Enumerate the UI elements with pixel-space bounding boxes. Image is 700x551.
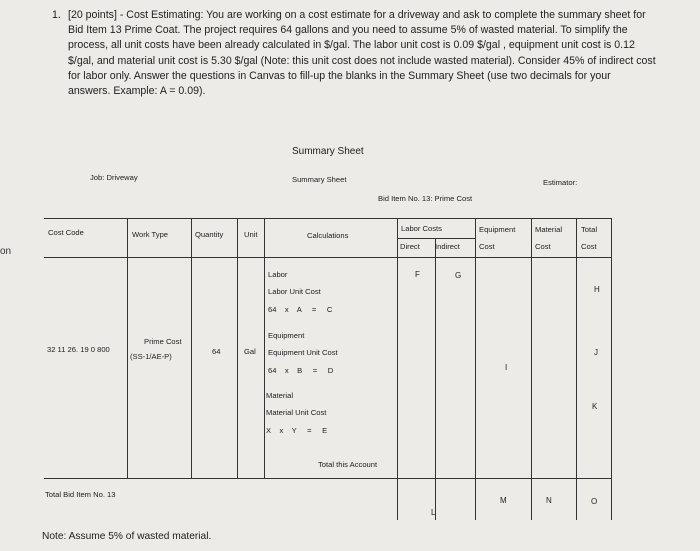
col-line-3 [237, 218, 238, 478]
blank-N: N [546, 496, 552, 505]
blank-H: H [594, 285, 600, 294]
direct-indirect-separator [397, 238, 475, 239]
calc-labor-unit: Labor Unit Cost [268, 287, 321, 296]
col-line-2 [191, 218, 192, 478]
header-labor-costs: Labor Costs [401, 224, 442, 233]
header-total: Total [581, 225, 598, 234]
total-bid-top-border [44, 478, 612, 479]
col-line-6 [435, 238, 436, 520]
note: Note: Assume 5% of wasted material. [42, 531, 212, 542]
header-separator [44, 257, 612, 258]
calc-total-account: Total this Account [318, 460, 378, 469]
header-material: Material [535, 225, 563, 234]
cost-code-value: 32 11 26. 19 0 800 [47, 345, 110, 354]
col-line-5 [397, 218, 398, 520]
calc-material-unit: Material Unit Cost [266, 408, 327, 417]
header-cost-code: Cost Code [48, 228, 84, 237]
question [52, 8, 656, 99]
quantity-value: 64 [212, 347, 221, 356]
calc-equipment-unit: Equipment Unit Cost [268, 348, 338, 357]
calc-equipment-formula: 64 x B = D [268, 366, 334, 375]
blank-F: F [415, 270, 420, 279]
header-material-cost: Cost [535, 242, 551, 251]
header-indirect: Indirect [435, 242, 460, 251]
question-number: 1. [52, 9, 61, 21]
calc-material-formula: X x Y = E [266, 426, 328, 435]
blank-M: M [500, 496, 507, 505]
header-equipment-cost: Cost [479, 242, 495, 251]
blank-I: I [505, 363, 508, 372]
calc-labor-formula: 64 x A = C [268, 305, 333, 314]
header-equipment: Equipment [479, 225, 516, 234]
total-bid-label: Total Bid Item No. 13 [45, 490, 116, 499]
side-text: on [0, 246, 12, 257]
header-quantity: Quantity [195, 230, 224, 239]
col-line-9 [576, 218, 577, 520]
calc-equipment: Equipment [268, 331, 305, 340]
blank-L: L [431, 508, 436, 517]
header-work-type: Work Type [132, 230, 169, 239]
col-line-8 [531, 218, 532, 520]
header-total-cost: Cost [581, 242, 597, 251]
col-line-10 [611, 218, 612, 520]
col-line-4 [264, 218, 265, 478]
blank-K: K [592, 402, 598, 411]
header-calculations: Calculations [307, 231, 349, 240]
table-top-border [44, 218, 612, 219]
col-line-1 [127, 218, 128, 478]
blank-J: J [594, 348, 598, 357]
blank-G: G [455, 271, 462, 280]
header-unit: Unit [244, 230, 258, 239]
unit-value: Gal [244, 347, 256, 356]
calc-labor: Labor [268, 270, 288, 279]
bid-item-label: Bid Item No. 13: Prime Cost [378, 194, 473, 203]
sheet-subheading: Summary Sheet [292, 175, 347, 184]
job-label: Job: Driveway [90, 173, 138, 182]
blank-O: O [591, 497, 598, 506]
col-line-7 [475, 218, 476, 520]
header-direct: Direct [400, 242, 420, 251]
sheet-heading: Summary Sheet [292, 146, 364, 157]
work-type-line-2: (SS-1/AE-P) [130, 352, 172, 361]
work-type-line-1: Prime Cost [144, 337, 182, 346]
calc-material: Material [266, 391, 294, 400]
estimator-label: Estimator: [543, 178, 578, 187]
question-text: [20 points] - Cost Estimating: You are working on a cost estimate for a driveway and ask to complete the summary sheet for Bid Item 13 Prime Coat. The project requires 64 gallons and you need to assume 5% of wasted material. To simplify the process, all unit costs have been already calculated in $/gal. The labor unit cost is 0.09 $/gal , equipment unit cost is 0.12 $/gal, and material unit cost is 5.30 $/gal (Note: this unit cost does not include wasted material). Consider 45% of indirect cost for labor only. Answer the questions in Canvas to fill-up the blanks in the Summary Sheet (use two decimals for your answers. Example: A = 0.09). [68, 9, 656, 98]
